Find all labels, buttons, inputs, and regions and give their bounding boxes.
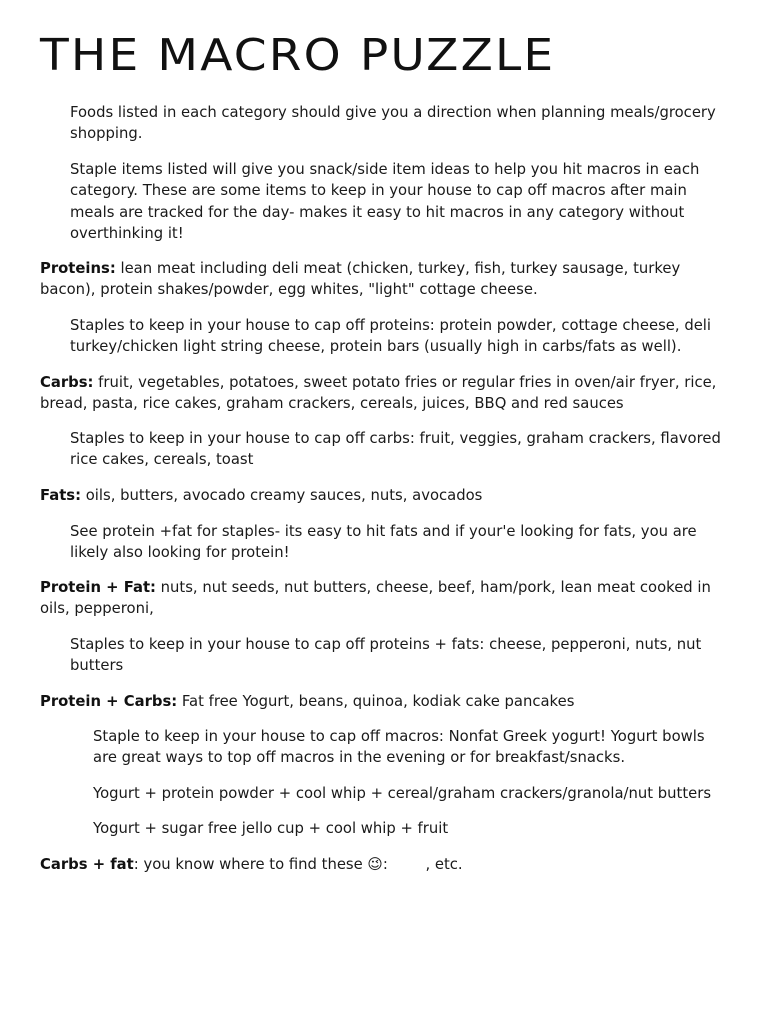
proteins-text: lean meat including deli meat (chicken, turkey, fish, turkey sausage, turkey bacon), protein shakes/powder, egg whites, "light" cottage cheese. [40,260,681,299]
proteins-label: Proteins: [40,260,116,277]
protein-fat-text: nuts, nut seeds, nut butters, cheese, beef, ham/pork, lean meat cooked in oils, pepperoni, [40,579,711,618]
protein-carbs-paragraph [40,691,730,712]
carbs-fat-label: Carbs + fat [40,856,134,873]
proteins-staples: Staples to keep in your house to cap off proteins: protein powder, cottage cheese, deli turkey/chicken light string cheese, protein bars (usually high in carbs/fats as well). [70,317,712,356]
yogurt-recipe-1: Yogurt + protein powder + cool whip + cereal/graham crackers/granola/nut butters [93,785,712,802]
intro-paragraph-2: Staple items listed will give you snack/side item ideas to help you hit macros in each category. These are some items to keep in your house to cap off macros after main meals are tracked for the day- makes it easy to hit macros in any category without overthinking it! [70,161,700,243]
fats-paragraph [40,485,730,506]
carbs-label: Carbs: [40,374,94,391]
page-title: THE MACRO PUZZLE [40,30,556,81]
proteins-paragraph [40,258,730,301]
protein-fat-label: Protein + Fat: [40,579,156,596]
protein-carbs-staple: Staple to keep in your house to cap off macros: Nonfat Greek yogurt! Yogurt bowls are great ways to top off macros in the evening or for breakfast/snacks. [93,728,705,767]
protein-fat-paragraph [40,577,730,620]
protein-carbs-text: Fat free Yogurt, beans, quinoa, kodiak cake pancakes [177,693,575,710]
carbs-text: fruit, vegetables, potatoes, sweet potato fries or regular fries in oven/air fryer, rice, bread, pasta, rice cakes, graham crackers, cereals, juices, BBQ and red sauces [40,374,717,413]
fats-staples: See protein +fat for staples- its easy to hit fats and if your'e looking for fats, you are likely also looking for protein! [70,523,697,562]
protein-fat-staples: Staples to keep in your house to cap off proteins + fats: cheese, pepperoni, nuts, nut butters [70,636,702,675]
carbs-fat-paragraph [40,854,730,875]
carbs-staples: Staples to keep in your house to cap off carbs: fruit, veggies, graham crackers, flavored rice cakes, cereals, toast [70,430,721,469]
fats-label: Fats: [40,487,82,504]
yogurt-recipe-2: Yogurt + sugar free jello cup + cool whip + fruit [93,820,449,837]
carbs-paragraph [40,372,730,415]
fats-text: oils, butters, avocado creamy sauces, nuts, avocados [81,487,483,504]
carbs-fat-text: : you know where to find these 😉: , etc. [133,856,463,873]
intro-paragraph-1: Foods listed in each category should give you a direction when planning meals/grocery shopping. [70,104,716,143]
protein-carbs-label: Protein + Carbs: [40,693,178,710]
